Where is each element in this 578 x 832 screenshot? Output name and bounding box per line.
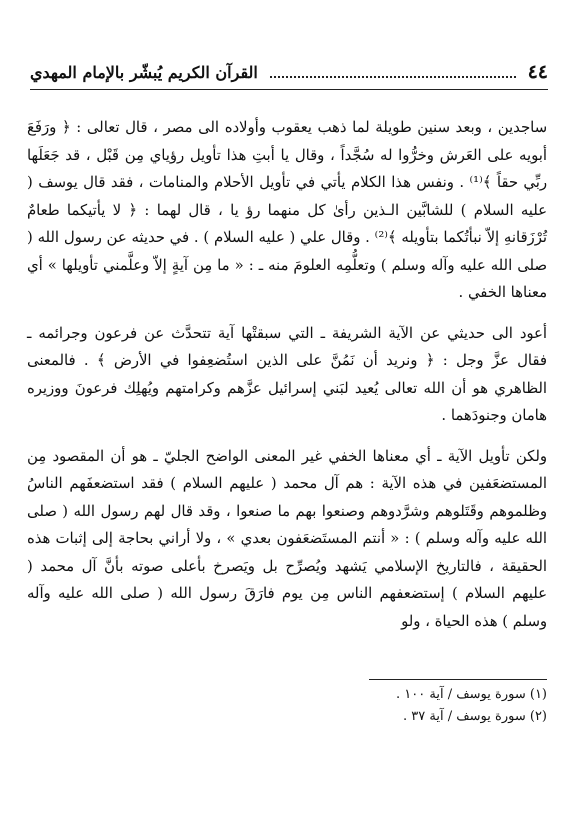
page-header <box>30 55 548 90</box>
paragraph-2: أعود الى حديثي عن الآية الشريفة ـ التي سبقتْها آية تتحدَّث عن فرعون وجرائمه ـ فقال عزَّ وجل : ﴿ ونريد أن نَمُنَّ على الذين استُضعِفوا في الأرض ﴾ . فالمعنى الظاهري هو أن الله تعالى يُعيد لبَني إسرائيل عزَّهم وكرامتهم ويُهلِك فرعونَ ووزيره هامان وجنودَهما . <box>27 324 547 424</box>
footnote-2: (٢) سورة يوسف / آية ٣٧ . <box>403 709 547 724</box>
body-text <box>27 114 547 635</box>
paragraph-1: ساجدين ، وبعد سنين طويلة لما ذهب يعقوب وأولاده الى مصر ، قال تعالى : ﴿ ورَفَعَ أبويه على العَرش وخرُّوا له سُجَّداً ، وقال يا أبتِ هذا تأويل رؤياي مِن قَبْل ، قد جَعَلَها ربِّي حقاً ﴾⁽¹⁾ . ونفس هذا الكلام يأتي في تأويل الأحلام والمنامات ، فقد قال يوسف ( عليه السلام ) للشابَّين الـذين رأىٰ كل منهما رؤ يا ، قال لهما : ﴿ لا يأتيكما طعامٌ تُرْزَقانهِ إلاّ نبأتُكما بتأويله ﴾⁽²⁾ . وقال علي ( عليه السلام ) . في حديثه عن رسول الله ( صلى الله عليه وآله وسلم ) وتعلُّمِه العلومَ منه ـ : « ما مِن آيةٍ إلاّ وعلَّمني تأويلها » أي معناها الخفي . <box>27 119 547 301</box>
paragraph-3: ولكن تأويل الآية ـ أي معناها الخفي غير المعنى الواضح الجليّ ـ هو أن المقصود مِن المستضعَفين في هذه الآية : هم آل محمد ( عليهم السلام ) فقد استضعفَهم الناسُ وظلموهم وقَتَلوهم وشرَّدوهم وصنعوا بهم ما صنعوا ، وقد قال لهم رسول الله ( صلى الله عليه وآله وسلم ) : « أنتم المستَضعَفون بعدي » ، ولا أراني بحاجة إلى إثبات هذه الحقيقة ، فالتاريخ الإسلامي يَشهد ويُصرِّح بل ويَصرخ بأعلى صوته بأنَّ آل محمد ( عليهم السلام ) إستضعفهم الناس مِن يوم فارَقَ رسول الله ( صلى الله عليه وآله وسلم ) هذه الحياة ، ولو <box>27 447 547 630</box>
running-title: القرآن الكريم يُبشّر بالإمام المهدي <box>30 62 258 82</box>
footnote-1: (١) سورة يوسف / آية ١٠٠ . <box>396 687 547 702</box>
footnotes <box>247 684 547 728</box>
header-dotted-leader <box>270 66 516 78</box>
footnote-separator <box>369 679 547 680</box>
page-number: ٤٤ <box>527 61 548 83</box>
